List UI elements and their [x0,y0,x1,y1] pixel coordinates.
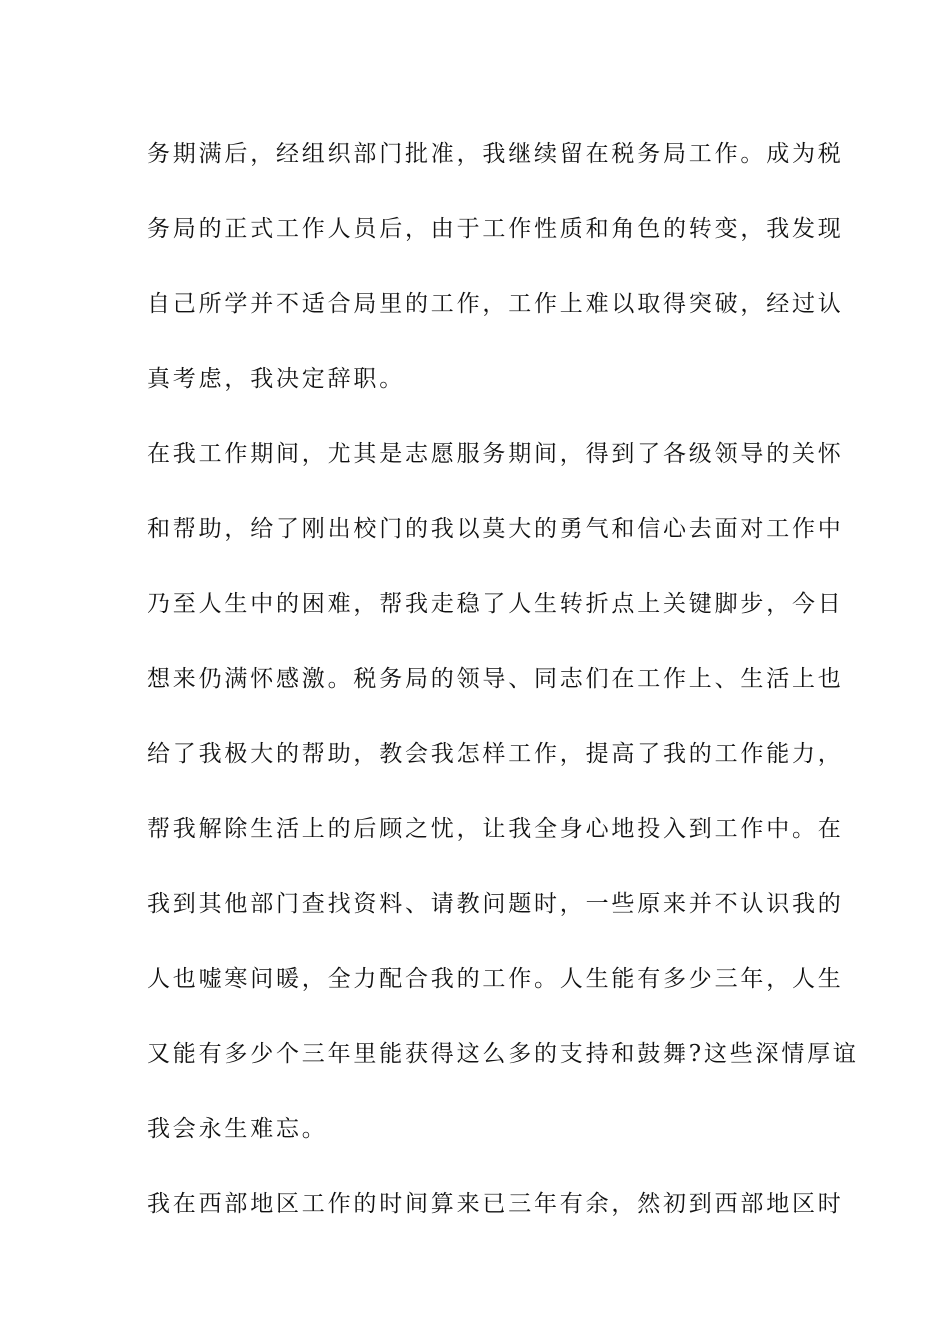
text-line: 务局的正式工作人员后，由于工作性质和角色的转变，我发现 [147,216,844,242]
text-line: 又能有多少个三年里能获得这么多的支持和鼓舞?这些深情厚谊 [147,1041,859,1067]
text-line: 真考虑，我决定辞职。 [147,366,405,392]
text-line: 我会永生难忘。 [147,1116,328,1142]
text-line: 务期满后，经组织部门批准，我继续留在税务局工作。成为税 [147,141,844,167]
text-line: 在我工作期间，尤其是志愿服务期间，得到了各级领导的关怀 [147,441,844,467]
text-line: 乃至人生中的困难，帮我走稳了人生转折点上关键脚步，今日 [147,591,844,617]
text-line: 自己所学并不适合局里的工作，工作上难以取得突破，经过认 [147,291,844,317]
text-line: 和帮助，给了刚出校门的我以莫大的勇气和信心去面对工作中 [147,516,844,542]
text-line: 人也嘘寒问暖，全力配合我的工作。人生能有多少三年，人生 [147,966,844,992]
text-line: 我到其他部门查找资料、请教问题时，一些原来并不认识我的 [147,891,844,917]
text-line: 帮我解除生活上的后顾之忧，让我全身心地投入到工作中。在 [147,816,844,842]
text-line: 给了我极大的帮助，教会我怎样工作，提高了我的工作能力， [147,741,844,767]
text-line: 我在西部地区工作的时间算来已三年有余，然初到西部地区时 [147,1191,844,1217]
text-line: 想来仍满怀感激。税务局的领导、同志们在工作上、生活上也 [147,666,844,692]
body-text [147,132,859,1257]
